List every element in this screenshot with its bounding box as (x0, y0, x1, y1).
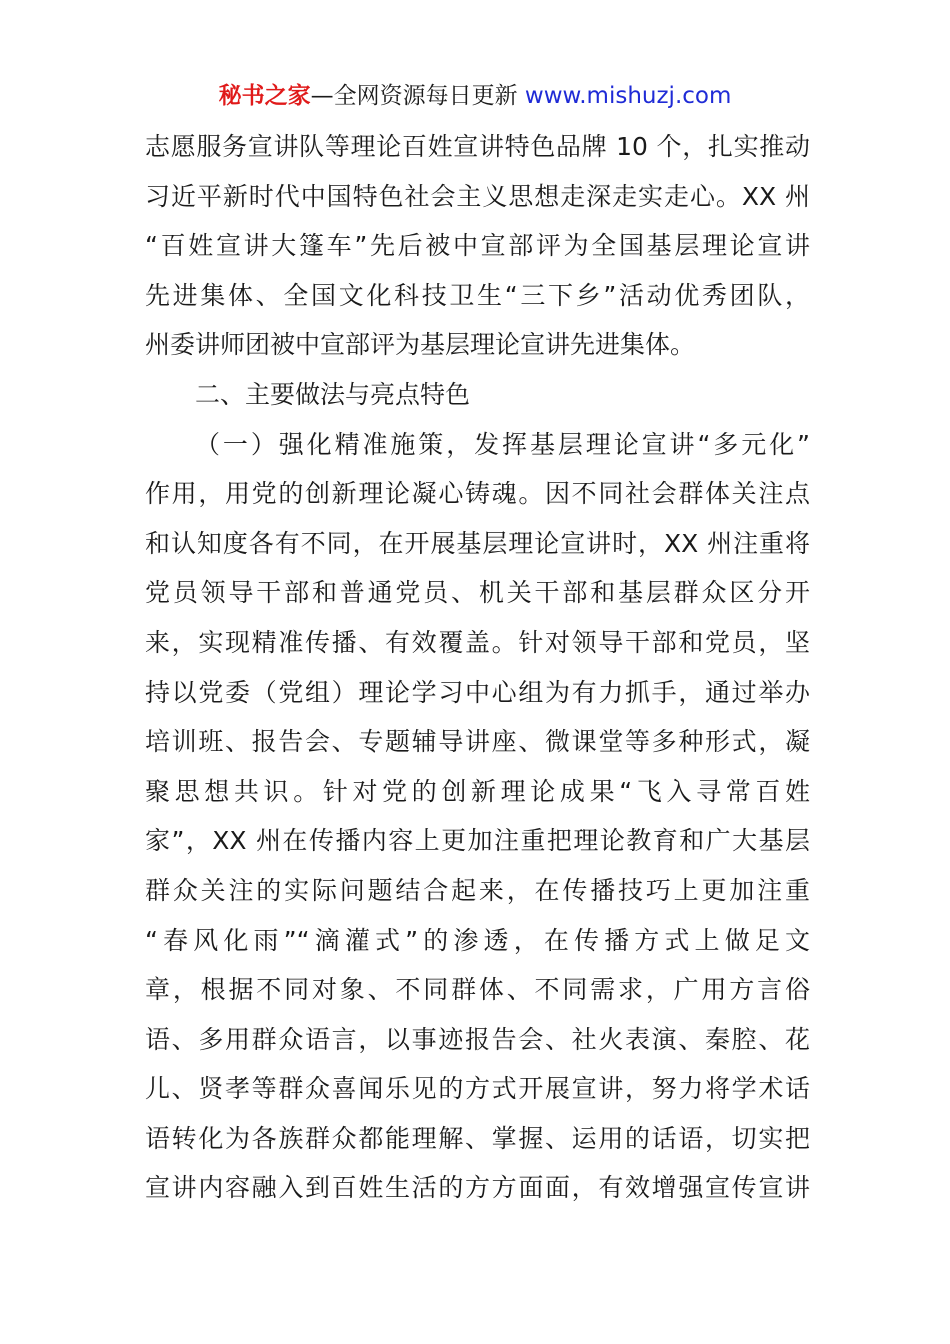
header-tagline: —全网资源每日更新 (310, 83, 518, 109)
text-line: 作用，用党的创新理论凝心铸魂。因不同社会群体关注点 (145, 479, 810, 509)
site-header (0, 80, 950, 112)
text-line: 语、多用群众语言，以事迹报告会、社火表演、秦腔、花 (145, 1024, 810, 1054)
text-line: 习近平新时代中国特色社会主义思想走深走实走心。XX 州 (145, 181, 810, 211)
site-url-link[interactable]: www.mishuzj.com (524, 83, 732, 109)
text-line: 家”，XX 州在传播内容上更加注重把理论教育和广大基层 (145, 826, 810, 856)
text-line: （一）强化精准施策，发挥基层理论宣讲“多元化” (195, 429, 810, 459)
text-line: 宣讲内容融入到百姓生活的方方面面，有效增强宣传宣讲 (145, 1173, 810, 1203)
text-line: 语转化为各族群众都能理解、掌握、运用的话语，切实把 (145, 1123, 810, 1153)
text-line: 培训班、报告会、专题辅导讲座、微课堂等多种形式，凝 (145, 727, 810, 757)
text-line: 章，根据不同对象、不同群体、不同需求，广用方言俗 (145, 975, 810, 1005)
text-line: 二、主要做法与亮点特色 (195, 379, 471, 409)
text-line: 志愿服务宣讲队等理论百姓宣讲特色品牌 10 个，扎实推动 (145, 132, 810, 161)
text-line: 来，实现精准传播、有效覆盖。针对领导干部和党员，坚 (145, 627, 810, 657)
text-line: 群众关注的实际问题结合起来，在传播技巧上更加注重 (145, 875, 810, 905)
text-line: 和认知度各有不同，在开展基层理论宣讲时，XX 州注重将 (145, 528, 810, 558)
brand-name: 秘书之家 (218, 83, 311, 109)
text-line: “春风化雨”“滴灌式”的渗透，在传播方式上做足文 (145, 925, 810, 955)
text-line: 州委讲师团被中宣部评为基层理论宣讲先进集体。 (145, 330, 696, 360)
text-line: 聚思想共识。针对党的创新理论成果“飞入寻常百姓 (145, 776, 810, 806)
document-body (145, 122, 810, 1213)
text-line: “百姓宣讲大篷车”先后被中宣部评为全国基层理论宣讲 (145, 231, 810, 261)
text-line: 先进集体、全国文化科技卫生“三下乡”活动优秀团队， (145, 280, 810, 310)
text-line: 党员领导干部和普通党员、机关干部和基层群众区分开 (145, 578, 810, 608)
text-line: 儿、贤孝等群众喜闻乐见的方式开展宣讲，努力将学术话 (145, 1074, 810, 1104)
text-line: 持以党委（党组）理论学习中心组为有力抓手，通过举办 (145, 677, 810, 707)
